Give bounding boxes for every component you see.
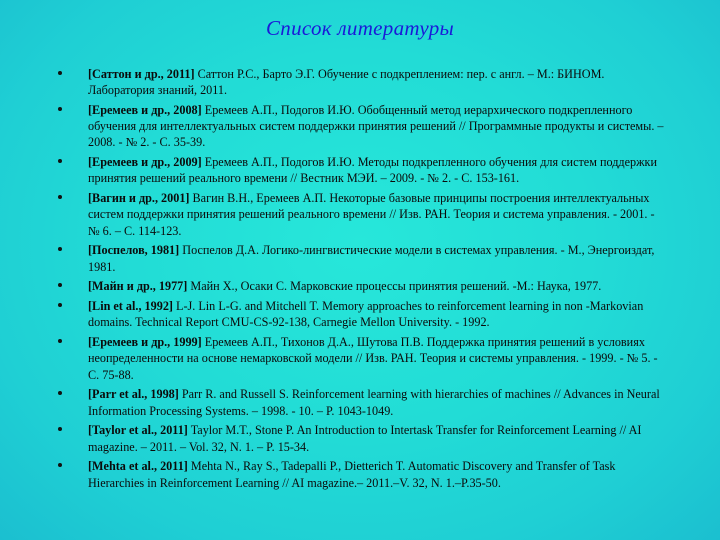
bullet-icon [58,303,62,307]
reference-tag: [Еремеев и др., 2009] [88,155,202,170]
bullet-icon [58,159,62,163]
reference-text: Поспелов Д.А. Логико-лингвистические модели в системах управления. - М., Энергоиздат, 1981. [88,243,655,274]
reference-text: Mehta N., Ray S., Tadepalli P., Dietterich T. Automatic Discovery and Transfer of Task Hierarchies in Reinforcement Learning // AI magazine.– 2011.–V. 32, N. 1.–P.35-50. [88,459,616,490]
reference-item [58,298,666,330]
bullet-icon [58,339,62,343]
reference-tag: [Taylor et al., 2011] [88,423,188,438]
bullet-icon [58,247,62,251]
reference-text: Taylor M.T., Stone P. An Introduction to Intertask Transfer for Reinforcement Learning // AI magazine. – 2011. – Vol. 32, N. 1. – P. 15-34. [88,423,642,454]
reference-tag: [Еремеев и др., 1999] [88,335,202,350]
reference-tag: [Вагин и др., 2001] [88,191,190,206]
reference-item [58,334,666,383]
reference-tag: [Поспелов, 1981] [88,243,180,258]
reference-text: Еремеев А.П., Подогов И.Ю. Обобщенный метод иерархического подкрепленного обучения для интеллектуальных систем поддержки принятия решений // Программные продукты и системы. – 2008. - № 2. - С. 35-39. [88,103,664,150]
reference-text: Еремеев А.П., Тихонов Д.А., Шутова П.В. Поддержка принятия решений в условиях неопределенности на основе немарковской модели // Изв. РАН. Теория и системы управления. - 1999. - № 5. - С. 75-88. [88,335,658,382]
reference-item [58,154,666,186]
bullet-icon [58,107,62,111]
bullet-icon [58,427,62,431]
reference-text: Еремеев А.П., Подогов И.Ю. Методы подкрепленного обучения для систем поддержки принятия решений реального времени // Вестник МЭИ. – 2009. - № 2. - С. 153-161. [88,155,658,186]
reference-item [58,278,666,294]
bullet-icon [58,391,62,395]
reference-item [58,386,666,418]
reference-item [58,102,666,151]
bullet-icon [58,463,62,467]
reference-text: L-J. Lin L-G. and Mitchell T. Memory approaches to reinforcement learning in non -Markovian domains. Technical Report CMU-CS-92-138, Carnegie Mellon University. - 1992. [88,299,644,330]
reference-item [58,66,666,98]
reference-tag: [Parr et al., 1998] [88,387,179,402]
reference-text: Майн Х., Осаки С. Марковские процессы принятия решений. -М.: Наука, 1977. [190,279,602,294]
reference-text: Вагин В.Н., Еремеев А.П. Некоторые базовые принципы построения интеллектуальных систем поддержки принятия решений реального времени // Изв. РАН. Теория и система управления. - 2001. - № 6. – С. 114-123. [88,191,655,238]
slide-title: Список литературы [265,16,455,40]
bullet-icon [58,283,62,287]
reference-text: Саттон Р.С., Барто Э.Г. Обучение с подкреплением: пер. с англ. – М.: БИНОМ. Лаборатория знаний, 2011. [88,67,605,98]
reference-item [58,458,666,490]
reference-text: Parr R. and Russell S. Reinforcement learning with hierarchies of machines // Advances in Neural Information Processing Systems. – 1998. - 10. – P. 1043-1049. [88,387,660,418]
reference-list [58,66,666,494]
reference-tag: [Mehta et al., 2011] [88,459,188,474]
reference-item [58,190,666,239]
reference-tag: [Еремеев и др., 2008] [88,103,202,117]
reference-item [58,242,666,274]
reference-item [58,422,666,454]
bullet-icon [58,71,62,75]
reference-tag: [Lin et al., 1992] [88,299,173,314]
reference-tag: [Майн и др., 1977] [88,279,188,294]
bullet-icon [58,195,62,199]
reference-tag: [Саттон и др., 2011] [88,67,195,81]
